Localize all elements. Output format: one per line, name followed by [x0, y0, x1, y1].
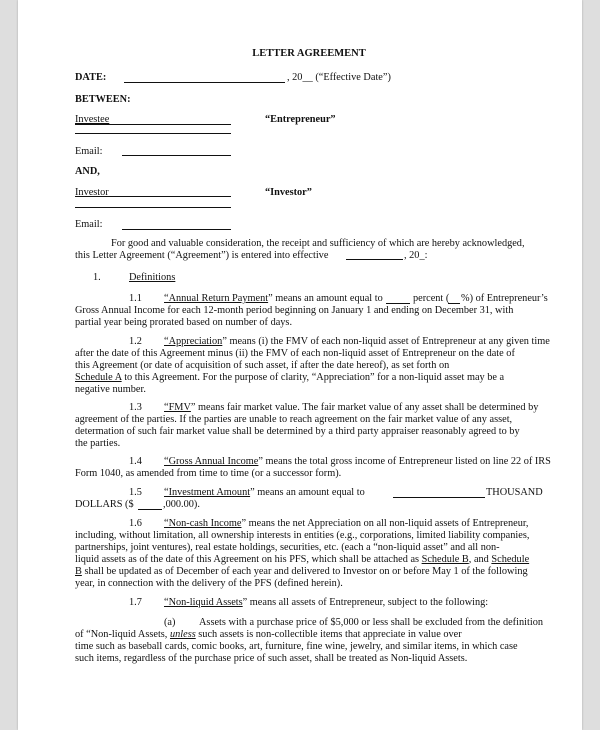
document-page	[18, 0, 582, 730]
investee-name-line[interactable]	[75, 124, 231, 125]
p15-dollars-label: DOLLARS ($	[75, 499, 134, 510]
p15-term: “Investment Amount	[164, 487, 251, 498]
p16-text-4b: , and	[468, 554, 492, 565]
p12-line-4	[75, 372, 504, 384]
p17a-line-1: Assets with a purchase price of $5,000 or less shall be excluded from the definition	[199, 617, 543, 628]
p12-text-4: to this Agreement. For the purpose of clarity, “Appreciation” for a non-liquid asset may be a	[121, 372, 505, 383]
p17a-text-2a: of “Non-liquid Assets,	[75, 629, 170, 640]
intro-date-line[interactable]	[346, 259, 403, 260]
p16-line-4	[75, 554, 529, 566]
p17a-text-2b: such assets is non-collectible items that appreciate in value over	[195, 629, 462, 640]
p11-percent-blank-2[interactable]	[448, 303, 460, 304]
date-blank-line[interactable]	[124, 82, 285, 83]
document-title: LETTER AGREEMENT	[252, 48, 366, 59]
date-label: DATE:	[75, 72, 107, 83]
p16-line-1	[164, 518, 528, 530]
p17a-number: (a)	[164, 617, 176, 628]
p16-line-6: year, in connection with the delivery of the PFS (defined herein).	[75, 578, 343, 589]
p12-schedule-a[interactable]: Schedule A	[75, 372, 122, 383]
section-1-number: 1.	[93, 272, 101, 283]
p17a-line-2	[75, 629, 462, 641]
investee-email-label: Email:	[75, 146, 103, 157]
p12-term: “Appreciation	[164, 336, 223, 347]
p12-line-5: negative number.	[75, 384, 146, 395]
p11-line-3: partial year being prorated based on number of days.	[75, 317, 293, 328]
p14-line-1	[164, 456, 551, 468]
investee-address-line[interactable]	[75, 133, 231, 134]
p12-number: 1.2	[129, 336, 142, 347]
p14-number: 1.4	[129, 456, 142, 467]
entrepreneur-role: “Entrepreneur”	[265, 114, 336, 125]
p13-line-3: determation of such fair market value shall be determined by a third party appraiser reasonably agreed to by	[75, 426, 520, 437]
p16-schedule-b-3[interactable]: B	[75, 566, 82, 577]
investee-label: Investee	[75, 114, 110, 125]
p16-line-3: partnerships, joint ventures), real estate holdings, securities, etc. (each a “non-liquid asset” and all non-	[75, 542, 500, 553]
p11-term: “Annual Return Payment	[164, 293, 269, 304]
p11-text-c: %) of Entrepreneur’s	[461, 293, 548, 304]
investor-email-label: Email:	[75, 219, 103, 230]
p15-dollars-blank[interactable]	[138, 509, 162, 510]
p16-term: “Non-cash Income	[164, 518, 242, 529]
investor-address-line[interactable]	[75, 207, 231, 208]
p16-schedule-b-2[interactable]: Schedule	[491, 554, 530, 565]
p13-line-4: the parties.	[75, 438, 121, 449]
p16-text-1: ” means the net Appreciation on all non-liquid assets of Entrepreneur,	[241, 518, 529, 529]
p12-line-2: after the date of this Agreement minus (ii) the FMV of each non-liquid asset of Entrepreneur on the date of	[75, 348, 515, 359]
p13-line-2: agreement of the parties. If the parties are unable to reach agreement on the fair market value of any asset,	[75, 414, 513, 425]
p15-dollars-suffix: ,000.00).	[163, 499, 200, 510]
p15-line-1	[164, 487, 365, 499]
investor-name-line[interactable]	[75, 196, 231, 197]
investor-email-line[interactable]	[122, 229, 231, 230]
p17a-line-3: time such as baseball cards, comic books, art, furniture, fine wine, jewelry, and similar items, in which case	[75, 641, 518, 652]
p11-line-2: Gross Annual Income for each 12-month period beginning on January 1 and ending on December 31, with	[75, 305, 514, 316]
p17-term: “Non-liquid Assets	[164, 597, 243, 608]
p16-text-4a: liquid assets as of the date of this Agreement on his PFS, which shall be attached as	[75, 554, 422, 565]
p15-amount-blank[interactable]	[393, 497, 485, 498]
p11-line-1	[164, 293, 383, 305]
p11-number: 1.1	[129, 293, 142, 304]
p15-thousand: THOUSAND	[486, 487, 543, 498]
p14-text-1: ” means the total gross income of Entrepreneur listed on line 22 of IRS	[258, 456, 551, 467]
p11-percent-blank[interactable]	[386, 303, 410, 304]
p17a-unless: unless	[169, 629, 196, 640]
section-1-title: Definitions	[129, 272, 176, 283]
p12-text-1: ” means (i) the FMV of each non-liquid asset of Entrepreneur at any given time	[222, 336, 550, 347]
p12-line-3: this Agreement (or date of acquisition of such asset, if after the date hereof), as set forth on	[75, 360, 450, 371]
p13-number: 1.3	[129, 402, 142, 413]
p16-text-5: shall be updated as of December of each year and delivered to Investor on or before May 1 of the following	[81, 566, 528, 577]
investor-role: “Investor”	[265, 187, 312, 198]
p11-text-a: ” means an amount equal to	[268, 293, 383, 304]
p17-number: 1.7	[129, 597, 142, 608]
p15-number: 1.5	[129, 487, 142, 498]
investor-label: Investor	[75, 187, 109, 198]
p16-schedule-b[interactable]: Schedule B	[421, 554, 469, 565]
intro-line-2: this Letter Agreement (“Agreement”) is entered into effective	[75, 250, 329, 261]
p12-line-1	[164, 336, 550, 348]
p14-line-2: Form 1040, as amended from time to time (or a successor form).	[75, 468, 342, 479]
p13-term: “FMV	[164, 402, 191, 413]
p17-line-1	[164, 597, 488, 609]
intro-line-1: For good and valuable consideration, the receipt and sufficiency of which are hereby acknowledged,	[111, 238, 525, 249]
and-label: AND,	[75, 166, 100, 177]
intro-year: , 20_:	[404, 250, 428, 261]
effective-date-suffix: , 20__ (“Effective Date”)	[287, 72, 391, 83]
p13-line-1	[164, 402, 538, 414]
between-label: BETWEEN:	[75, 94, 131, 105]
p16-number: 1.6	[129, 518, 142, 529]
p16-line-2: including, without limitation, all ownership interests in entities (e.g., corporations, limited liability companies,	[75, 530, 530, 541]
p15-text-1: ” means an amount equal to	[250, 487, 365, 498]
p16-line-5	[75, 566, 528, 578]
p17-text-1: ” means all assets of Entrepreneur, subject to the following:	[242, 597, 489, 608]
p17a-line-4: such items, regardless of the purchase price of such asset, shall be treated as Non-liquid Assets.	[75, 653, 468, 664]
p11-text-b: percent (	[413, 293, 450, 304]
p13-text-1: ” means fair market value. The fair market value of any asset shall be determined by	[190, 402, 539, 413]
p14-term: “Gross Annual Income	[164, 456, 259, 467]
investee-email-line[interactable]	[122, 155, 231, 156]
